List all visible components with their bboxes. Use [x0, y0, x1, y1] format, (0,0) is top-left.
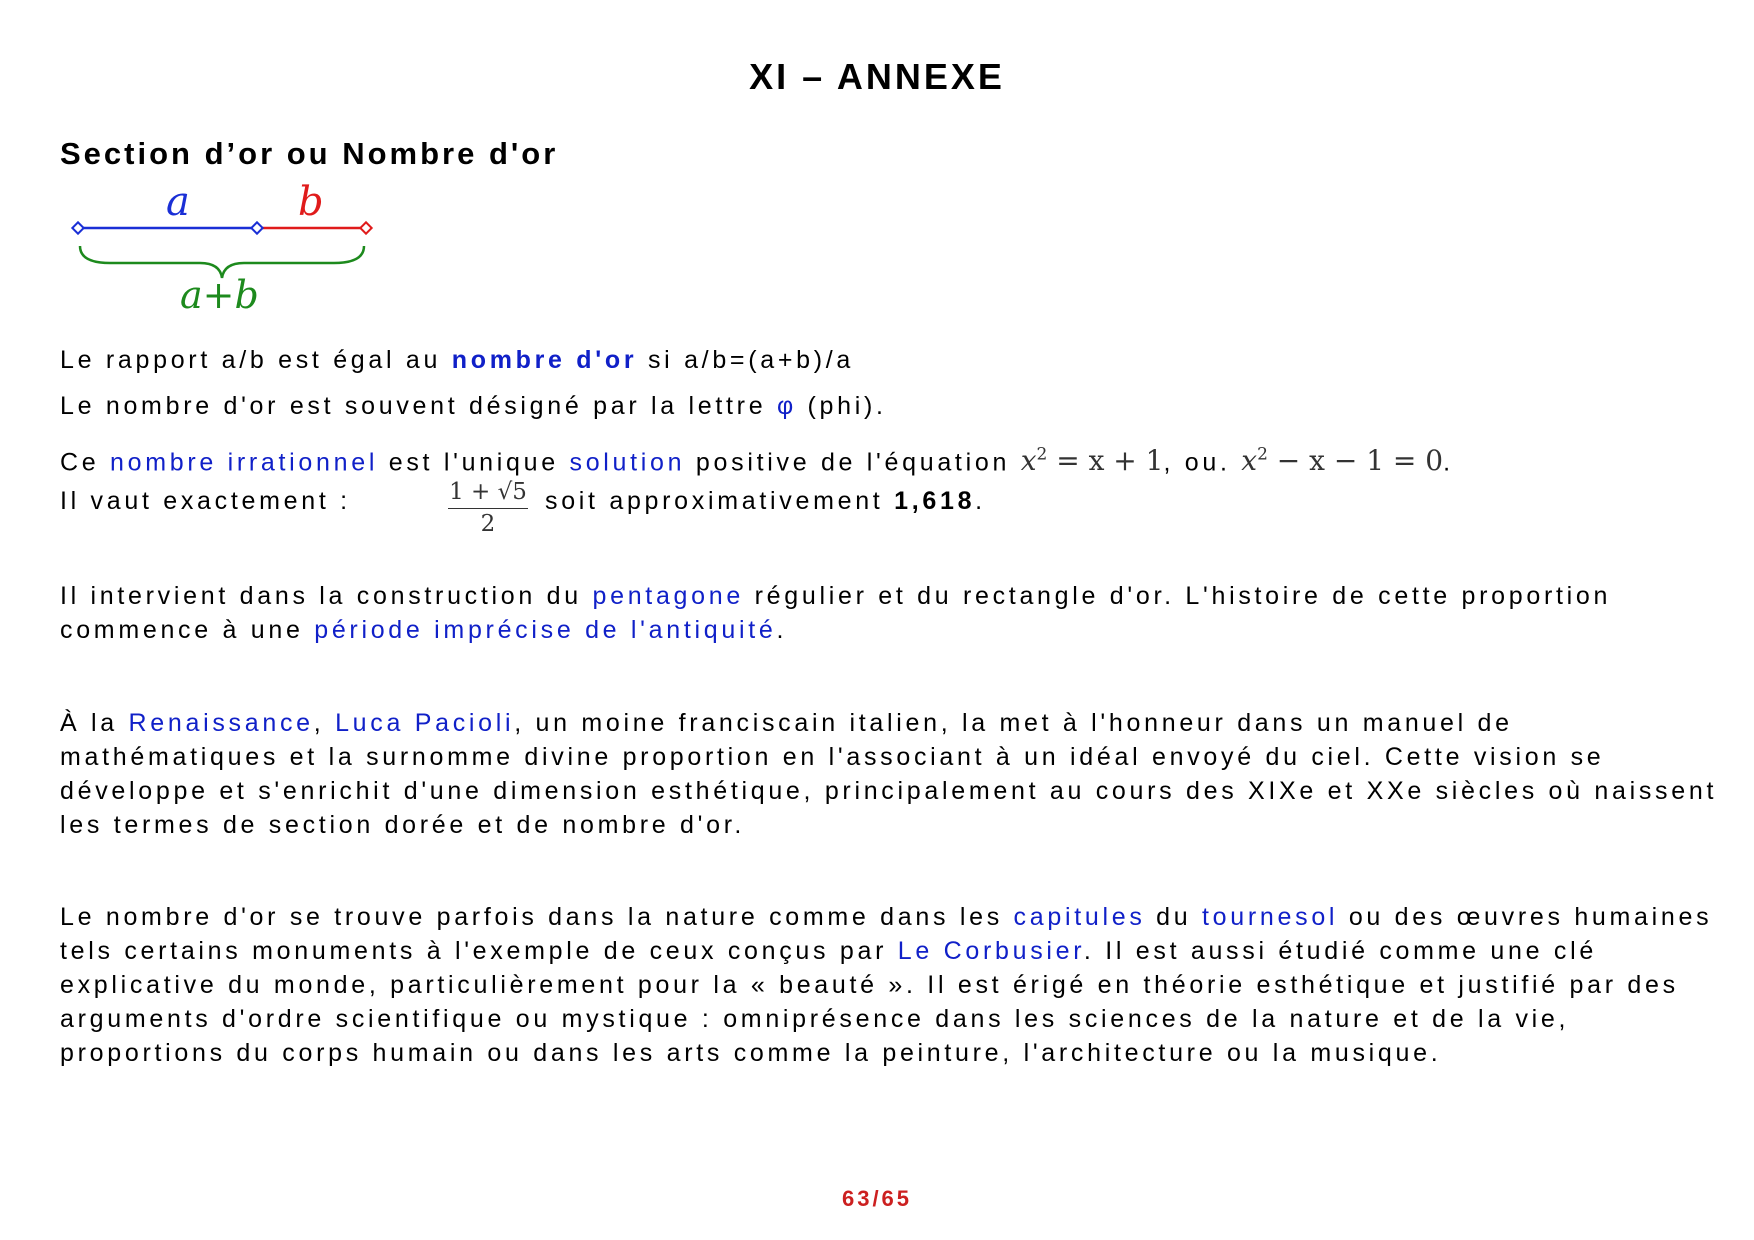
link-nombre-dor[interactable]: nombre d'or — [451, 346, 638, 374]
phi-letter: Le nombre d'or est souvent désigné par la lettre φ (phi). — [60, 392, 887, 420]
equation-2: $x^2 - x - 1 = 0$ — [1241, 444, 1444, 478]
pentagon-paragraph: Il intervient dans la construction du pentagone régulier et du rectangle d'or. L'histoire de cette proportion commence à une période imprécise de l'antiquité. — [60, 582, 1612, 644]
fraction-denominator: 2 — [480, 511, 496, 537]
endpoint-middle — [251, 222, 262, 233]
link-nombre-irrationnel[interactable]: nombre irrationnel — [110, 448, 379, 477]
renaissance-paragraph: À la Renaissance, Luca Pacioli, un moine franciscain italien, la met à l'honneur dans un manuel de mathématiques et la surnomme divine proportion en l'associant à un idéal envoyé du ciel. Cette vision se développe et s'enrichit d'une dimension esthétique, principalement au cours des XIXe et XXe siècles où naissent les termes de section dorée et de nombre d'or. — [60, 709, 1718, 839]
link-capitules[interactable]: capitules — [1013, 903, 1146, 931]
endpoint-right — [360, 222, 371, 233]
golden-ratio-fraction — [448, 478, 528, 539]
ratio-definition: Le rapport a/b est égal au nombre d'or si a/b=(a+b)/a — [60, 346, 855, 374]
fraction-numerator: 1 + √5 — [448, 478, 528, 509]
page-title: XI – ANNEXE — [749, 56, 1005, 97]
value-1618: 1,618 — [894, 487, 976, 515]
label-a: a — [166, 179, 190, 225]
equation-paragraph: Ce nombre irrationnel est l'unique solution positive de l'équation $x^2 = x + 1$, ou. $x^2 - x - 1 = 0$. — [60, 444, 1454, 478]
link-periode-antiquite[interactable]: période imprécise de l'antiquité — [314, 616, 777, 644]
link-phi[interactable]: φ — [776, 392, 797, 420]
approx-value: soit approximativement 1,618. — [545, 487, 986, 515]
link-luca-pacioli[interactable]: Luca Pacioli — [335, 709, 515, 737]
link-tournesol[interactable]: tournesol — [1202, 903, 1339, 931]
nature-paragraph: Le nombre d'or se trouve parfois dans la nature comme dans les capitules du tournesol ou des œuvres humaines tels certains monuments à l'exemple de ceux conçus par Le Corbusier. Il est aussi étudié comme une clé explicative du monde, particulièrement pour la « beauté ». Il est érigé en théorie esthétique et justifié par des arguments d'ordre scientifique ou mystique : omniprésence dans les sciences de la nature et de la vie, proportions du corps humain ou dans les arts comme la peinture, l'architecture ou la musique. — [60, 903, 1713, 1067]
label-a-plus-b: a+b — [180, 273, 259, 317]
exact-value-label: Il vaut exactement : — [60, 487, 351, 515]
page-number: 63/65 — [841, 1186, 913, 1211]
equation-1: $x^2 = x + 1$ — [1020, 444, 1164, 478]
label-b: b — [298, 179, 324, 225]
link-le-corbusier[interactable]: Le Corbusier — [897, 937, 1084, 965]
endpoint-left — [72, 222, 83, 233]
link-pentagone[interactable]: pentagone — [592, 582, 744, 610]
golden-ratio-diagram — [60, 178, 390, 328]
link-solution[interactable]: solution — [569, 448, 686, 477]
section-heading: Section d’or ou Nombre d'or — [60, 136, 559, 171]
link-renaissance[interactable]: Renaissance — [128, 709, 314, 737]
